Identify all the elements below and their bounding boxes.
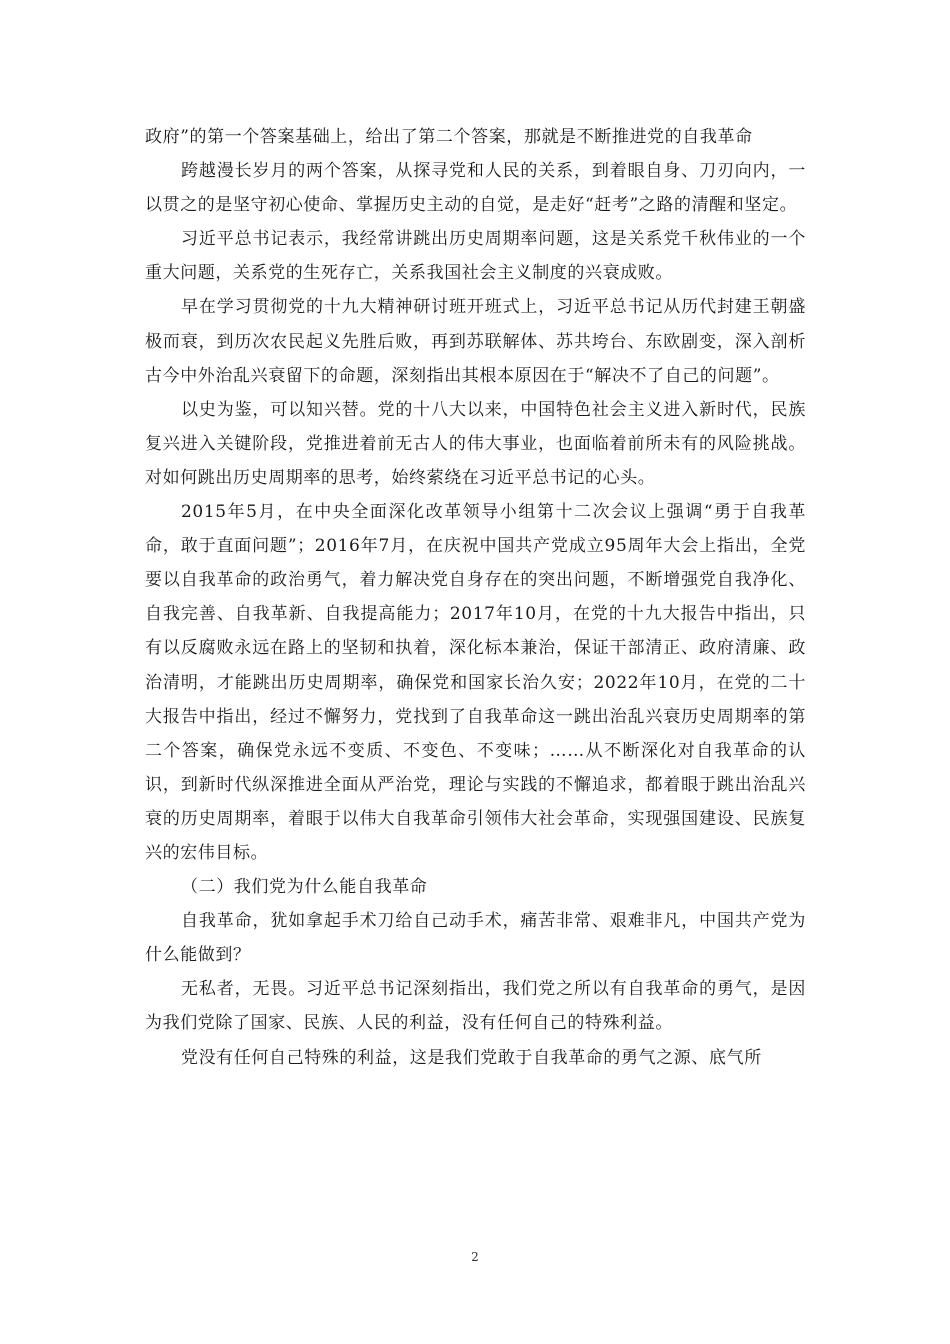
paragraph-9: 党没有任何自己特殊的利益，这是我们党敢于自我革命的勇气之源、底气所 [181,1047,762,1068]
page-number: 2 [471,1250,479,1264]
paragraph-1: 政府”的第一个答案基础上，给出了第二个答案，那就是不断推进党的自我革命 [145,127,753,147]
paragraph-7: 自我革命，犹如拿起手术刀给自己动手术，痛苦非常、艰难非凡，中国共产党为什么能做到？ [145,911,806,966]
paragraph-3: 习近平总书记表示，我经常讲跳出历史周期率问题，这是关系党千秋伟业的一个重大问题，关系党的生死存亡，关系我国社会主义制度的兴衰成败。 [145,229,806,284]
paragraph-4: 早在学习贯彻党的十九大精神研讨班开班式上，习近平总书记从历代封建王朝盛极而衰，到历次农民起义先胜后败，再到苏联解体、苏共垮台、东欧剧变，深入剖析古今中外治乱兴衰留下的命题，深刻指出其根本原因在于“解决不了自己的问题”。 [145,297,806,386]
document-body [145,120,806,1075]
section-heading: （二）我们党为什么能自我革命 [181,877,428,898]
paragraph-2: 跨越漫长岁月的两个答案，从探寻党和人民的关系，到着眼自身、刀刃向内，一以贯之的是坚守初心使命、掌握历史主动的自觉，是走好“赶考”之路的清醒和坚定。 [145,161,806,216]
paragraph-6: 2015年5月，在中央全面深化改革领导小组第十二次会议上强调“勇于自我革命，敢于直面问题”；2016年7月，在庆祝中国共产党成立95周年大会上指出，全党要以自我革命的政治勇气，着力解决党自身存在的突出问题，不断增强党自我净化、自我完善、自我革新、自我提高能力；2017年10月，在党的十九大报告中指出，只有以反腐败永远在路上的坚韧和执着，深化标本兼治，保证干部清正、政府清廉、政治清明，才能跳出历史周期率，确保党和国家长治久安；2022年10月，在党的二十大报告中指出，经过不懈努力，党找到了自我革命这一跳出治乱兴衰历史周期率的第二个答案，确保党永远不变质、不变色、不变味；……从不断深化对自我革命的认识，到新时代纵深推进全面从严治党，理论与实践的不懈追求，都着眼于跳出治乱兴衰的历史周期率，着眼于以伟大自我革命引领伟大社会革命，实现强国建设、民族复兴的宏伟目标。 [145,502,806,863]
paragraph-8: 无私者，无畏。习近平总书记深刻指出，我们党之所以有自我革命的勇气，是因为我们党除了国家、民族、人民的利益，没有任何自己的特殊利益。 [145,979,806,1034]
paragraph-5: 以史为鉴，可以知兴替。党的十八大以来，中国特色社会主义进入新时代，民族复兴进入关键阶段，党推进着前无古人的伟大事业，也面临着前所未有的风险挑战。对如何跳出历史周期率的思考，始终萦绕在习近平总书记的心头。 [145,399,806,488]
